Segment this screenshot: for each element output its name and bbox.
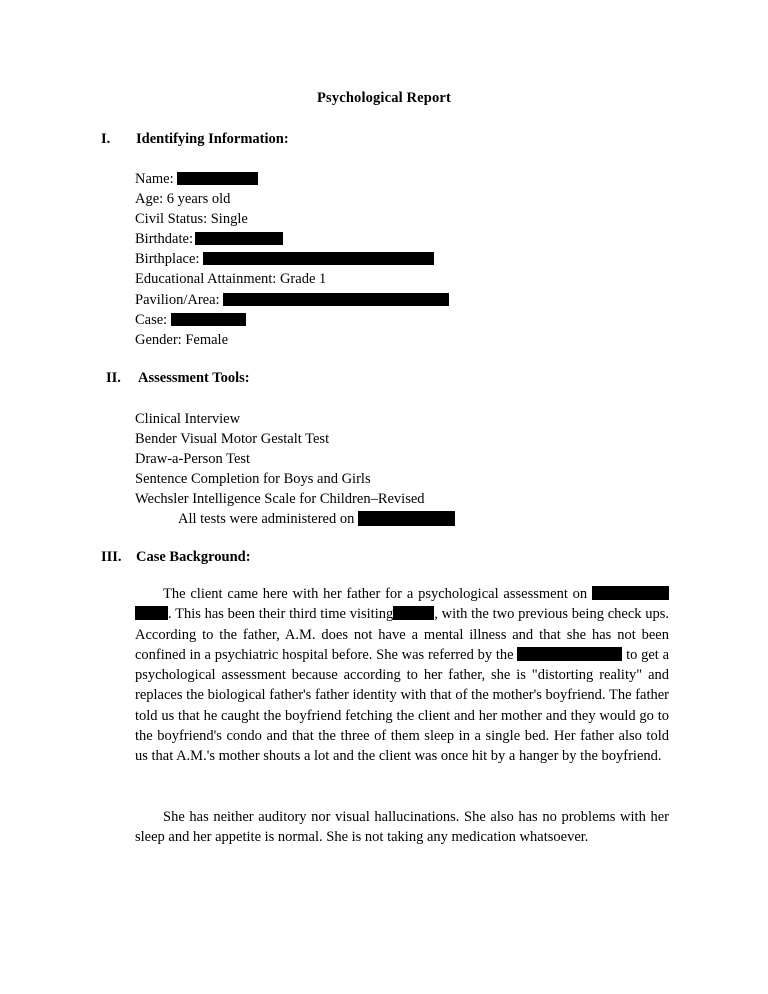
assessment-tool-label: Bender Visual Motor Gestalt Test (135, 431, 330, 448)
redaction-bar-assessment-date-line1 (592, 586, 669, 600)
assessment-tool-label: Wechsler Intelligence Scale for Children–Revised (135, 491, 425, 508)
section-numeral: I. (101, 131, 111, 147)
assessment-tool-label: Sentence Completion for Boys and Girls (135, 471, 371, 488)
assessment-tool-label: Clinical Interview (135, 411, 241, 427)
field-gender (135, 330, 449, 350)
redaction-bar-referring-party (517, 647, 622, 661)
section-numeral: II. (106, 370, 121, 386)
redaction-bar-birthdate (195, 232, 283, 245)
field-name (135, 169, 449, 189)
field-label-pavilion-area: Pavilion/Area: (135, 291, 220, 308)
section-heading-case-background (101, 549, 251, 566)
redaction-bar-name (177, 172, 258, 185)
case-background-paragraph-1 (135, 584, 669, 767)
paragraph-text-part-1: The client came here with her father for a psychological assessment on (163, 586, 588, 602)
assessment-tools-list (135, 409, 455, 530)
redaction-bar-facility-name (393, 606, 434, 620)
identifying-information-fields (135, 169, 449, 350)
redaction-bar-birthplace (203, 252, 434, 265)
list-item (135, 489, 455, 509)
field-label-educational-attainment: Educational Attainment: Grade 1 (135, 271, 327, 288)
paragraph-text-part-2: . This has been their third time visiting (168, 606, 394, 623)
redaction-bar-administration-date (358, 511, 455, 526)
administration-note-label: All tests were administered on (178, 511, 355, 528)
field-label-gender: Gender: Female (135, 331, 229, 348)
case-background-paragraph-2 (135, 807, 669, 848)
administration-note (135, 509, 455, 529)
field-age (135, 189, 449, 209)
section-label: Assessment Tools: (138, 370, 250, 386)
field-pavilion-area (135, 290, 449, 310)
field-birthdate (135, 229, 449, 249)
list-item (135, 409, 455, 429)
field-label-name: Name: (135, 171, 174, 187)
field-label-birthdate: Birthdate: (135, 231, 193, 248)
list-item (135, 449, 455, 469)
field-label-birthplace: Birthplace: (135, 251, 200, 268)
list-item (135, 469, 455, 489)
assessment-tool-label: Draw-a-Person Test (135, 451, 251, 468)
paragraph-text-part-3: , with the two previous being check ups. According to the father, A.M. does not have a mental illness and that she has not been confined in a psychiatric hospital before. She was referred by the (135, 606, 670, 663)
field-case (135, 310, 449, 330)
list-item (135, 429, 455, 449)
field-label-civil-status: Civil Status: Single (135, 211, 248, 228)
field-label-age: Age: 6 years old (135, 191, 231, 208)
section-heading-assessment-tools (106, 370, 250, 387)
field-educational-attainment (135, 269, 449, 289)
redaction-bar-case (171, 313, 246, 326)
field-label-case: Case: (135, 311, 168, 328)
section-heading-identifying-information (101, 131, 289, 148)
paragraph-text-part-4: to get a psychological assessment because according to her father, she is "distorting reality" and replaces the biological father's father identity with that of the mother's boyfriend. The father told us that he caught the boyfriend fetching the client and her mother and they would go to the boyfriend's condo and that the three of them sleep in a single bed. Her father also told us that A.M.'s mother shouts a lot and the client was once hit by a hanger by the boyfriend. (135, 646, 670, 765)
section-label: Case Background: (136, 549, 251, 565)
redaction-bar-assessment-date-line2 (135, 606, 168, 620)
redaction-bar-pavilion-area (223, 293, 449, 306)
page-title: Psychological Report (317, 90, 451, 106)
field-civil-status (135, 209, 449, 229)
field-birthplace (135, 249, 449, 269)
section-numeral: III. (101, 549, 122, 565)
paragraph-text: She has neither auditory nor visual hallucinations. She also has no problems with her sleep and her appetite is normal. She is not taking any medication whatsoever. (135, 809, 669, 846)
section-label: Identifying Information: (136, 131, 289, 147)
